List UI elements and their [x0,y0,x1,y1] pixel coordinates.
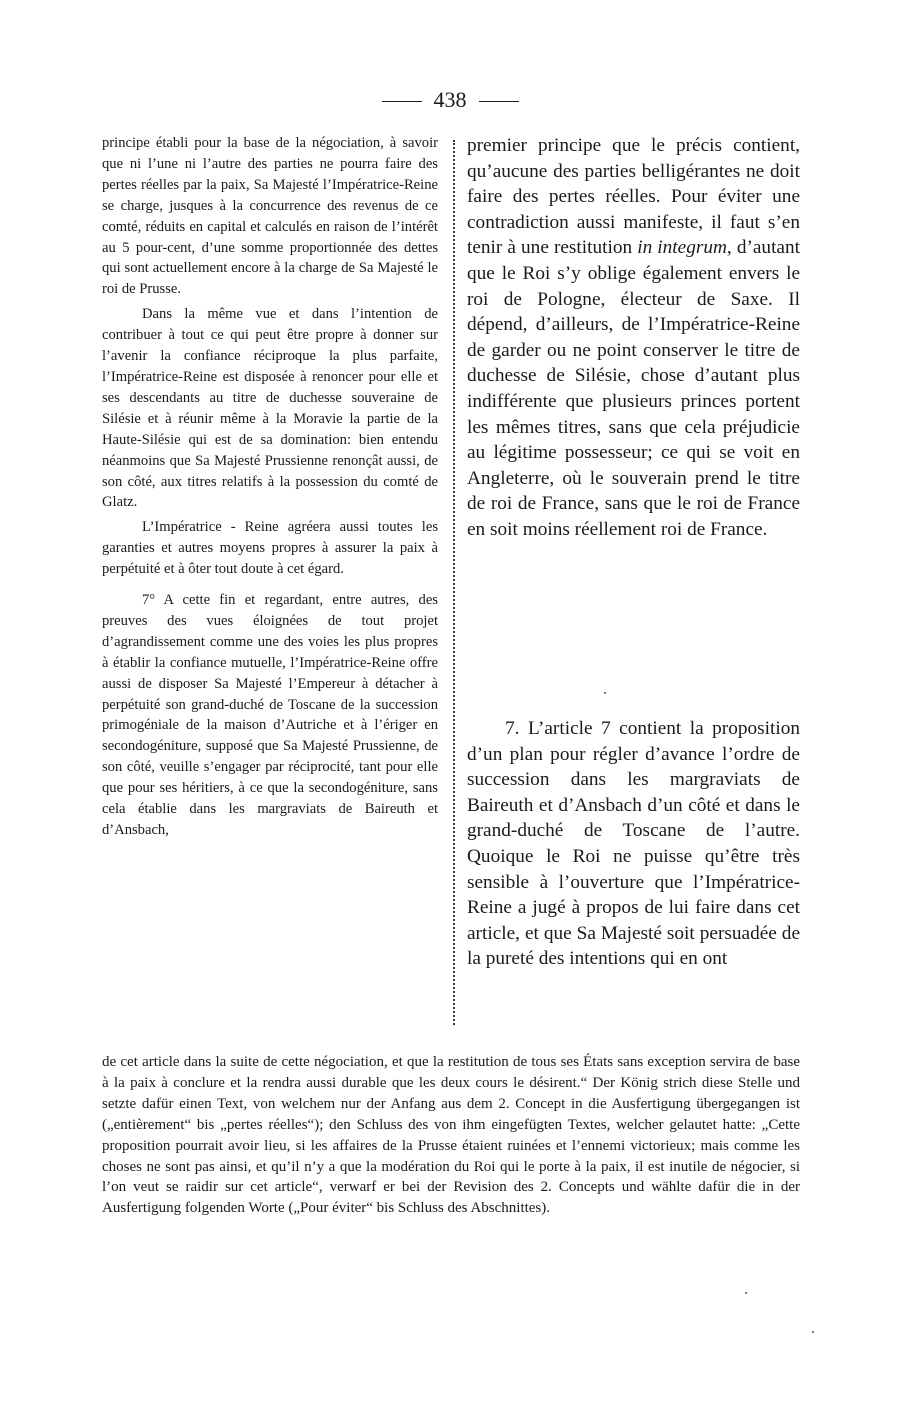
left-paragraph-2: Dans la même vue et dans l’intention de contribuer à tout ce qui peut être propre à donner sur l’avenir la confiance réciproque la plus parfaite, l’Impératrice-Reine est disposée à renoncer pour elle et ses descendants au titre de duchesse souveraine de Silésie et à réunir même à la Moravie la partie de la Haute-Silésie qui est de sa domination: bien entendu néanmoins que Sa Majesté Prussienne renonçât aussi, de son côté, aux titres relatifs à la possession du comté de Glatz. [102,306,438,511]
page-number-dash-left [382,101,422,102]
footnote [102,1052,800,1219]
right-paragraph-1-part-b: , d’autant que le Roi s’y oblige également envers le roi de Pologne, électeur de Saxe. Il dépend, d’ailleurs, de l’Impératrice-Reine de garder ou ne point conserver le titre de duchesse de Silésie, chose d’autant plus indifférente que plusieurs princes portent les mêmes titres, sans que cela préjudicie au légitime possesseur; ce qui se voit en Angleterre, où le souverain prend le titre de roi de France, sans que le roi de France en soit moins réellement roi de France. [467,237,800,540]
footnote-text: de cet article dans la suite de cette négociation, et que la restitution de tous ses États sans exception servira de base à la paix à conclure et la rendra aussi durable que les deux cours le désirent.“ Der König strich diese Stelle und setzte dafür einen Text, von welchem nur der Anfang aus dem 2. Concept in die Ausfertigung übergegangen ist („entièrement“ bis „pertes réelles“); den Schluss des von ihm eingefügten Textes, welcher gelautet hatte: „Cette proposition pourrait avoir lieu, si les affaires de la Prusse étaient ruinées et l’ennemi victorieux; mais comme les choses ne sont pas ainsi, et qu’il n’y a que la modération du Roi qui le porte à la paix, il est inutile de négocier, si l’on veut se raidir sur cet article“, verwarf er bei der Revision des 2. Concepts und wählte dafür die in der Ausfertigung folgenden Worte („Pour éviter“ bis Schluss des Abschnittes). [102,1054,800,1217]
print-speck [745,1292,747,1294]
right-paragraph-2: 7. L’article 7 contient la proposition d’un plan pour régler d’avance l’ordre de succession dans les margraviats de Baireuth et d’Ansbach d’un côté et dans le grand-duché de Toscane de l’autre. Quoique le Roi ne puisse qu’être très sensible à l’ouverture que l’Impératrice-Reine a jugé à propos de lui faire dans cet article, et que Sa Majesté soit persuadée de la pureté des intentions qui en ont [467,718,800,970]
page-number [0,88,900,112]
left-paragraph-4: 7° A cette fin et regardant, entre autres, des preuves des vues éloignées de tout projet d’agrandissement comme une des voies les plus propres à établir la confiance mutuelle, l’Impératrice-Reine offre aussi de disposer Sa Majesté l’Empereur à détacher à perpétuité son grand-duché de Toscane de la succession primogéniale de la maison d’Autriche et à l’ériger en secondogéniture, supposé que Sa Majesté Prussienne, de son côté, veuille s’engager par réciprocité, tant pour elle que pour ses héritiers, à ce que la secondogéniture, sans cela établie dans les margraviats de Baireuth et d’Ansbach, [102,592,438,838]
print-speck [604,692,606,694]
right-paragraph-1 [467,133,800,543]
print-speck [812,1331,814,1333]
column-divider [453,140,455,1025]
page-number-text: 438 [433,87,467,112]
right-paragraph-1-italic: in integrum [637,237,727,259]
page-number-dash-right [479,101,519,102]
right-column-bottom [467,716,800,972]
left-column [102,133,438,841]
left-paragraph-1: principe établi pour la base de la négociation, à savoir que ni l’une ni l’autre des parties ne pourra faire des pertes réelles par la paix, Sa Majesté l’Impératrice-Reine se charge, jusques à la concurrence des revenus de ce comté, réduits en capital et calculés en raison de l’intérêt au 5 pour-cent, d’une somme proportionnée des dettes qui sont actuellement encore à la charge de Sa Majesté le roi de Prusse. [102,135,438,298]
right-column-top [467,133,800,543]
right-paragraph-1-part-a: premier principe que le précis contient, qu’aucune des parties belligérantes ne doit faire des pertes réelles. Pour éviter une contradiction aussi manifeste, il faut s’en tenir à une restitution [467,135,800,259]
left-paragraph-3: L’Impératrice - Reine agréera aussi toutes les garanties et autres moyens propres à assurer la paix à perpétuité et à ôter tout doute à cet égard. [102,519,438,578]
